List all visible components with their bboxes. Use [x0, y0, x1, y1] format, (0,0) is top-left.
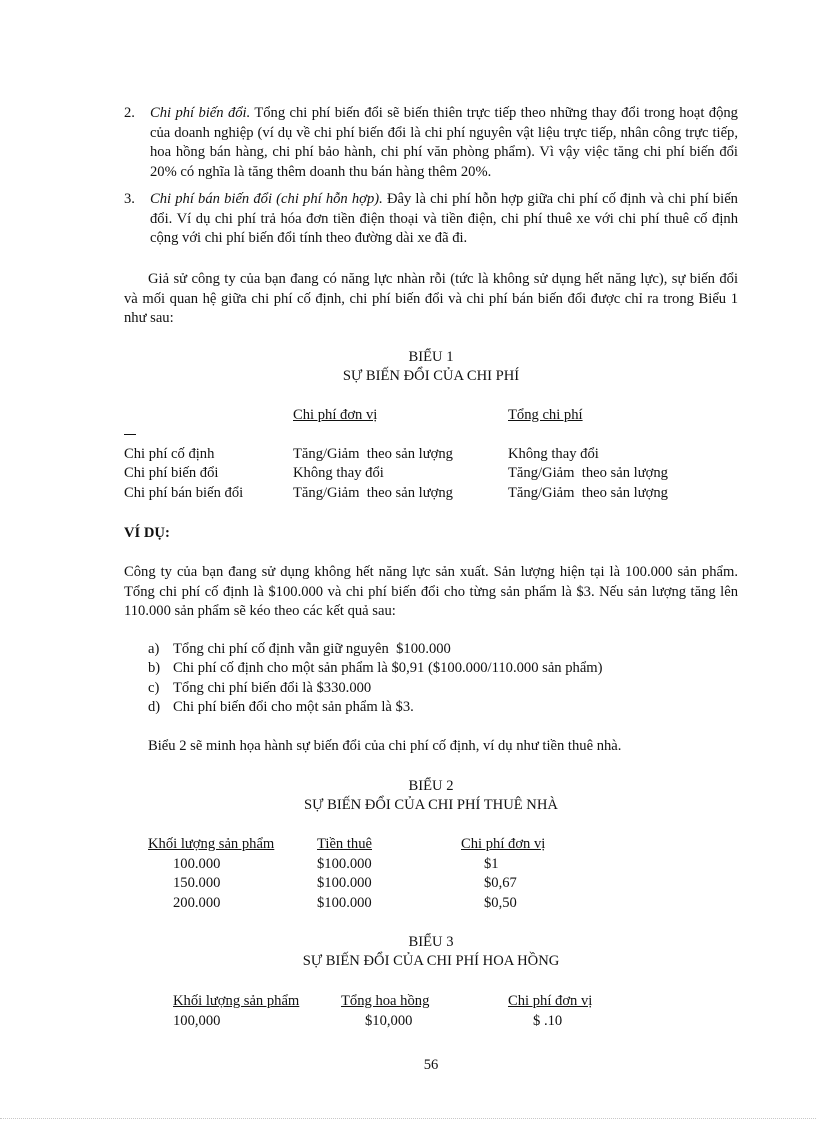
- table3-label: BIỂU 3: [408, 934, 454, 950]
- table3-title: SỰ BIẾN ĐỔI CỦA CHI PHÍ HOA HỒNG: [302, 953, 560, 969]
- table2-cell: $100.000: [317, 875, 372, 891]
- table1-title: SỰ BIẾN ĐỔI CỦA CHI PHÍ: [342, 368, 520, 384]
- table3-cell: 100,000: [173, 1013, 221, 1029]
- list-item-variable-cost: [150, 104, 738, 182]
- intro-paragraph: Giả sử công ty của bạn đang có năng lực nhàn rỗi (tức là không sử dụng hết năng lực), sự biến đổi và mối quan hệ giữa chi phí cố định, chi phí biến đổi và chi phí bán biến đổi được chỉ ra trong Biểu 1 như sau:: [124, 271, 738, 326]
- example-heading: VÍ DỤ:: [124, 525, 170, 541]
- table1-cell: Không thay đổi: [293, 465, 384, 481]
- list-number-3: 3.: [124, 191, 135, 207]
- table2-cell: $100.000: [317, 895, 372, 911]
- table2-header-unit-cost: Chi phí đơn vị: [461, 836, 546, 852]
- list-item-title: Chi phí biến đổi.: [150, 105, 251, 121]
- list-item-title: Chi phí bán biến đổi (chi phí hỗn hợp).: [150, 191, 383, 207]
- table2-cell: 100.000: [173, 856, 221, 872]
- table3-cell: $ .10: [533, 1013, 563, 1029]
- example-item-letter: c): [148, 680, 160, 696]
- table2-cell: 150.000: [173, 875, 221, 891]
- page-number: 56: [423, 1057, 439, 1073]
- example-item-letter: a): [148, 641, 160, 657]
- table2-cell: $1: [484, 856, 499, 872]
- table1-row-label: Chi phí biến đổi: [124, 465, 219, 481]
- table3-header-unit-cost: Chi phí đơn vị: [508, 993, 593, 1009]
- table1-cell: Không thay đổi: [508, 446, 599, 462]
- table1-row-label: Chi phí cố định: [124, 446, 215, 462]
- list-number-2: 2.: [124, 105, 135, 121]
- table2-header-volume: Khối lượng sản phẩm: [148, 836, 275, 852]
- example-item-letter: d): [148, 699, 161, 715]
- page-bottom-rule: [0, 1118, 816, 1119]
- table2-cell: $100.000: [317, 856, 372, 872]
- table1-row-label: Chi phí bán biến đổi: [124, 485, 244, 501]
- example-item-text: Chi phí biến đổi cho một sản phẩm là $3.: [173, 699, 414, 715]
- table2-cell: $0,50: [484, 895, 517, 911]
- table2-cell: 200.000: [173, 895, 221, 911]
- list-item-body: Tổng chi phí biến đổi sẽ biến thiên trực tiếp theo những thay đổi trong hoạt động của doanh nghiệp (ví dụ về chi phí biến đổi là chi phí nguyên vật liệu trực tiếp, nhân công trực tiếp, hoa hồng bán hàng, chi phí bảo hành, chi phí văn phòng phẩm). Vì vậy việc tăng chi phí biến đổi 20% có nghĩa là tăng thêm doanh thu bán hàng thêm 20%.: [150, 105, 738, 180]
- table1-cell: Tăng/Giảm theo sản lượng: [293, 446, 453, 462]
- example-item-letter: b): [148, 660, 161, 676]
- table2-label: BIỂU 2: [408, 778, 454, 794]
- table1-header-unit-cost: Chi phí đơn vị: [293, 407, 378, 423]
- table3-header-commission: Tổng hoa hồng: [341, 993, 430, 1009]
- example-closing: Biểu 2 sẽ minh họa hành sự biến đổi của chi phí cố định, ví dụ như tiền thuê nhà.: [148, 738, 622, 754]
- table2-header-rent: Tiền thuê: [317, 836, 373, 852]
- table3-cell: $10,000: [365, 1013, 413, 1029]
- table1-cell: Tăng/Giảm theo sản lượng: [293, 485, 453, 501]
- list-item-semi-variable-cost: [150, 190, 738, 249]
- table3-header-volume: Khối lượng sản phẩm: [173, 993, 300, 1009]
- table1-cell: Tăng/Giảm theo sản lượng: [508, 485, 668, 501]
- example-item-text: Tổng chi phí cố định vẫn giữ nguyên $100.000: [173, 641, 451, 657]
- table1-header-total-cost: Tổng chi phí: [508, 407, 583, 423]
- table1-divider: [124, 434, 136, 435]
- table2-title: SỰ BIẾN ĐỔI CỦA CHI PHÍ THUÊ NHÀ: [304, 797, 558, 813]
- table1-cell: Tăng/Giảm theo sản lượng: [508, 465, 668, 481]
- example-item-text: Chi phí cố định cho một sản phẩm là $0,91 ($100.000/110.000 sản phẩm): [173, 660, 603, 676]
- table2-cell: $0,67: [484, 875, 517, 891]
- list-item-body: Đây là chi phí hỗn hợp giữa chi phí cố định và chi phí biến đổi. Ví dụ chi phí trả hóa đơn tiền điện thoại và tiền điện, chi phí thuê xe với chi phí thuê cố định cộng với chi phí biến đổi tính theo đường dài xe đã đi.: [150, 191, 738, 246]
- example-item-text: Tổng chi phí biến đổi là $330.000: [173, 680, 372, 696]
- example-paragraph: Công ty của bạn đang sử dụng không hết năng lực sản xuất. Sản lượng hiện tại là 100.000 sản phẩm. Tổng chi phí cố định là $100.000 và chi phí biến đổi cho từng sản phẩm là $3. Nếu sản lượng tăng lên 110.000 sản phẩm sẽ kéo theo các kết quả sau:: [124, 564, 738, 619]
- table1-label: BIỂU 1: [408, 349, 454, 365]
